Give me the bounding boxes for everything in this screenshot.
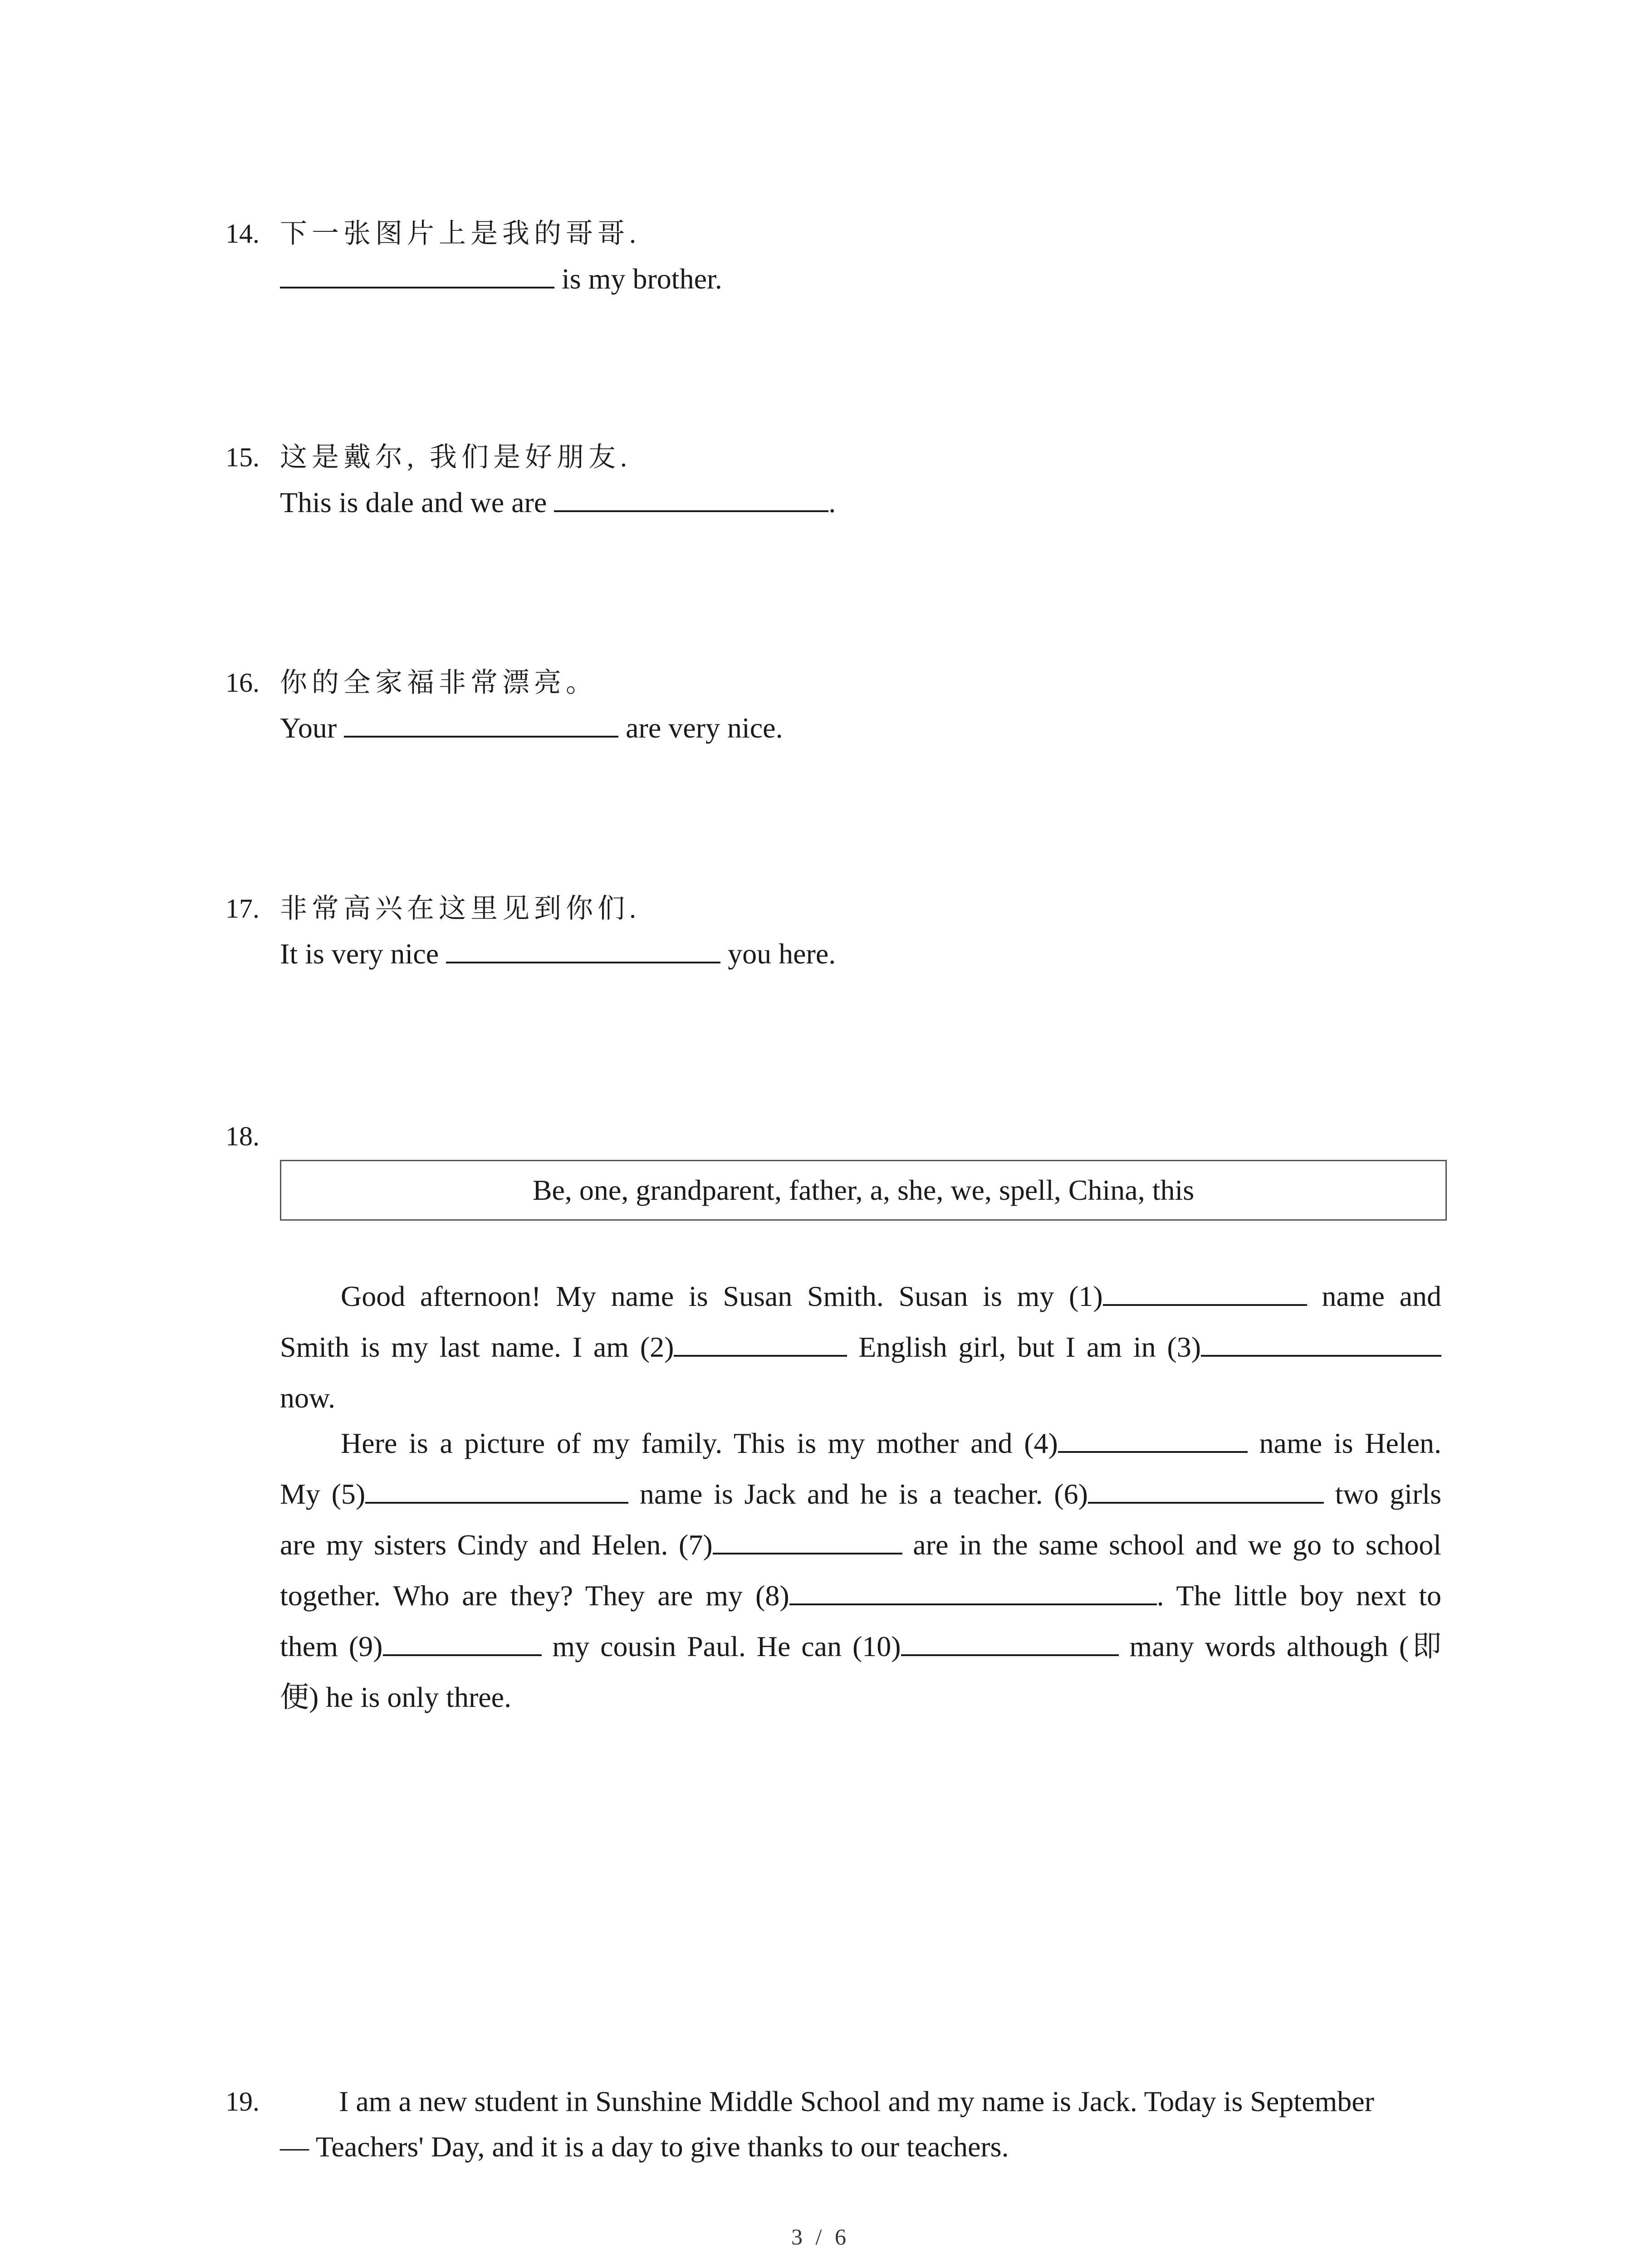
question-number: 14.	[225, 219, 260, 249]
question-number: 16.	[225, 668, 260, 698]
question-number: 15.	[225, 442, 260, 472]
passage-line: them (9) my cousin Paul. He can (10) many words although (即	[280, 1624, 1441, 1675]
chinese-prompt: 非常高兴在这里见到你们.	[280, 894, 641, 924]
blank-8[interactable]	[789, 1574, 1157, 1605]
answer-blank[interactable]	[554, 480, 828, 512]
question-number: 17.	[225, 894, 260, 924]
blank-10[interactable]	[901, 1624, 1119, 1656]
question-number: 18.	[225, 1121, 260, 1151]
passage-line: My (5) name is Jack and he is a teacher. (6) two girls	[280, 1471, 1441, 1522]
passage-line: together. Who are they? They are my (8) . The little boy next to	[280, 1573, 1441, 1624]
chinese-prompt: 这是戴尔, 我们是好朋友.	[280, 442, 632, 472]
passage-line: now.	[280, 1382, 336, 1414]
passage-line: Good afternoon! My name is Susan Smith. Susan is my (1) name and	[280, 1274, 1441, 1325]
blank-5[interactable]	[365, 1472, 628, 1504]
english-sentence: is my brother.	[280, 256, 722, 302]
chinese-prompt: 你的全家福非常漂亮。	[280, 668, 598, 698]
question-number: 19.	[225, 2087, 260, 2116]
blank-1[interactable]	[1103, 1274, 1307, 1306]
answer-blank[interactable]	[344, 706, 618, 738]
english-sentence: It is very nice you here.	[280, 931, 836, 977]
passage-line: — Teachers' Day, and it is a day to give thanks to our teachers.	[280, 2131, 1009, 2163]
blank-3[interactable]	[1201, 1325, 1441, 1357]
passage-line: 便) he is only three.	[280, 1681, 512, 1713]
blank-9[interactable]	[383, 1624, 542, 1656]
page-number: 3 / 6	[791, 2224, 850, 2249]
passage-line: Smith is my last name. I am (2) English girl, but I am in (3)	[280, 1325, 1441, 1375]
english-sentence: This is dale and we are .	[280, 480, 836, 525]
word-bank-box: Be, one, grandparent, father, a, she, we, spell, China, this	[280, 1160, 1447, 1221]
passage-line: Here is a picture of my family. This is my mother and (4) name is Helen.	[280, 1421, 1441, 1471]
passage-line: I am a new student in Sunshine Middle School and my name is Jack. Today is September	[339, 2085, 1374, 2117]
blank-4[interactable]	[1058, 1421, 1248, 1453]
cloze-passage	[280, 1274, 1441, 1725]
blank-6[interactable]	[1088, 1472, 1324, 1504]
blank-7[interactable]	[713, 1523, 902, 1554]
chinese-prompt: 下一张图片上是我的哥哥.	[280, 219, 641, 249]
english-sentence: Your are very nice.	[280, 705, 783, 751]
blank-2[interactable]	[674, 1325, 847, 1357]
passage-line: are my sisters Cindy and Helen. (7) are in the same school and we go to school	[280, 1522, 1441, 1573]
answer-blank[interactable]	[446, 932, 720, 963]
answer-blank[interactable]	[280, 257, 554, 288]
